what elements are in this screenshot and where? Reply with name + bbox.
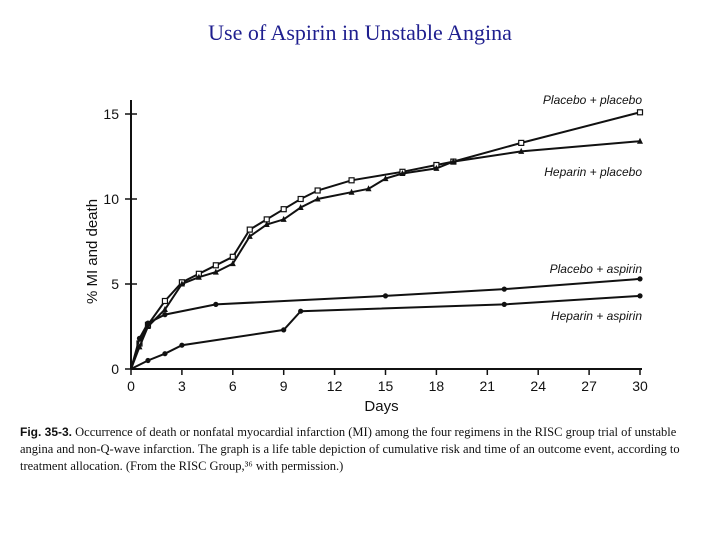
data-point <box>162 299 167 304</box>
data-point <box>298 309 303 314</box>
data-point <box>213 302 218 307</box>
data-point <box>247 227 252 232</box>
x-axis-label: Days <box>364 398 399 415</box>
y-tick-label: 15 <box>103 106 119 122</box>
y-tick-label: 10 <box>103 191 119 207</box>
caption-text: Occurrence of death or nonfatal myocardial infarction (MI) among the four regimens in the RISC group trial of unstable angina and non-Q-wave infarction. The graph is a life table depiction of cumulative risk and time of an outcome event, according to treatment allocation. (From the RISC Group,³⁶ with permission.) <box>20 425 680 473</box>
x-tick-label: 24 <box>530 378 546 394</box>
chart-series <box>131 110 643 369</box>
data-point <box>638 110 643 115</box>
data-point <box>179 343 184 348</box>
x-tick-label: 0 <box>127 378 135 394</box>
data-point <box>281 207 286 212</box>
x-tick-label: 15 <box>377 378 394 394</box>
series-label: Heparin + placebo <box>544 165 642 179</box>
data-point <box>519 140 524 145</box>
x-tick-label: 6 <box>228 378 237 394</box>
series-label: Heparin + aspirin <box>550 309 642 323</box>
figure-caption <box>20 424 710 475</box>
y-axis-label: % MI and death <box>84 198 101 305</box>
series-line <box>131 112 640 369</box>
x-tick-label: 9 <box>279 378 288 394</box>
slide-title: Use of Aspirin in Unstable Angina <box>208 20 512 45</box>
data-point <box>137 336 142 341</box>
data-point <box>315 188 320 193</box>
data-point <box>383 293 388 298</box>
data-point <box>502 287 507 292</box>
x-tick-label: 3 <box>178 378 186 394</box>
y-tick-label: 0 <box>111 361 119 377</box>
data-point <box>162 312 167 317</box>
data-point <box>349 178 354 183</box>
x-tick-label: 27 <box>581 378 597 394</box>
data-point <box>637 293 642 298</box>
data-point <box>637 276 642 281</box>
data-point <box>145 321 150 326</box>
x-tick-label: 30 <box>632 378 648 394</box>
data-point <box>145 358 150 363</box>
data-point <box>162 351 167 356</box>
x-tick-label: 21 <box>479 378 496 394</box>
data-point <box>281 327 286 332</box>
data-point <box>502 302 507 307</box>
chart-labels <box>543 93 642 323</box>
caption-fig-label: Fig. 35-3. <box>20 425 73 439</box>
x-tick-label: 12 <box>326 378 343 394</box>
data-point <box>230 254 235 259</box>
data-point <box>298 197 303 202</box>
data-point <box>213 263 218 268</box>
x-tick-label: 18 <box>428 378 445 394</box>
series-label: Placebo + aspirin <box>549 262 642 276</box>
series-label: Placebo + placebo <box>542 93 642 107</box>
series-line <box>131 279 640 369</box>
y-tick-label: 5 <box>111 276 119 292</box>
